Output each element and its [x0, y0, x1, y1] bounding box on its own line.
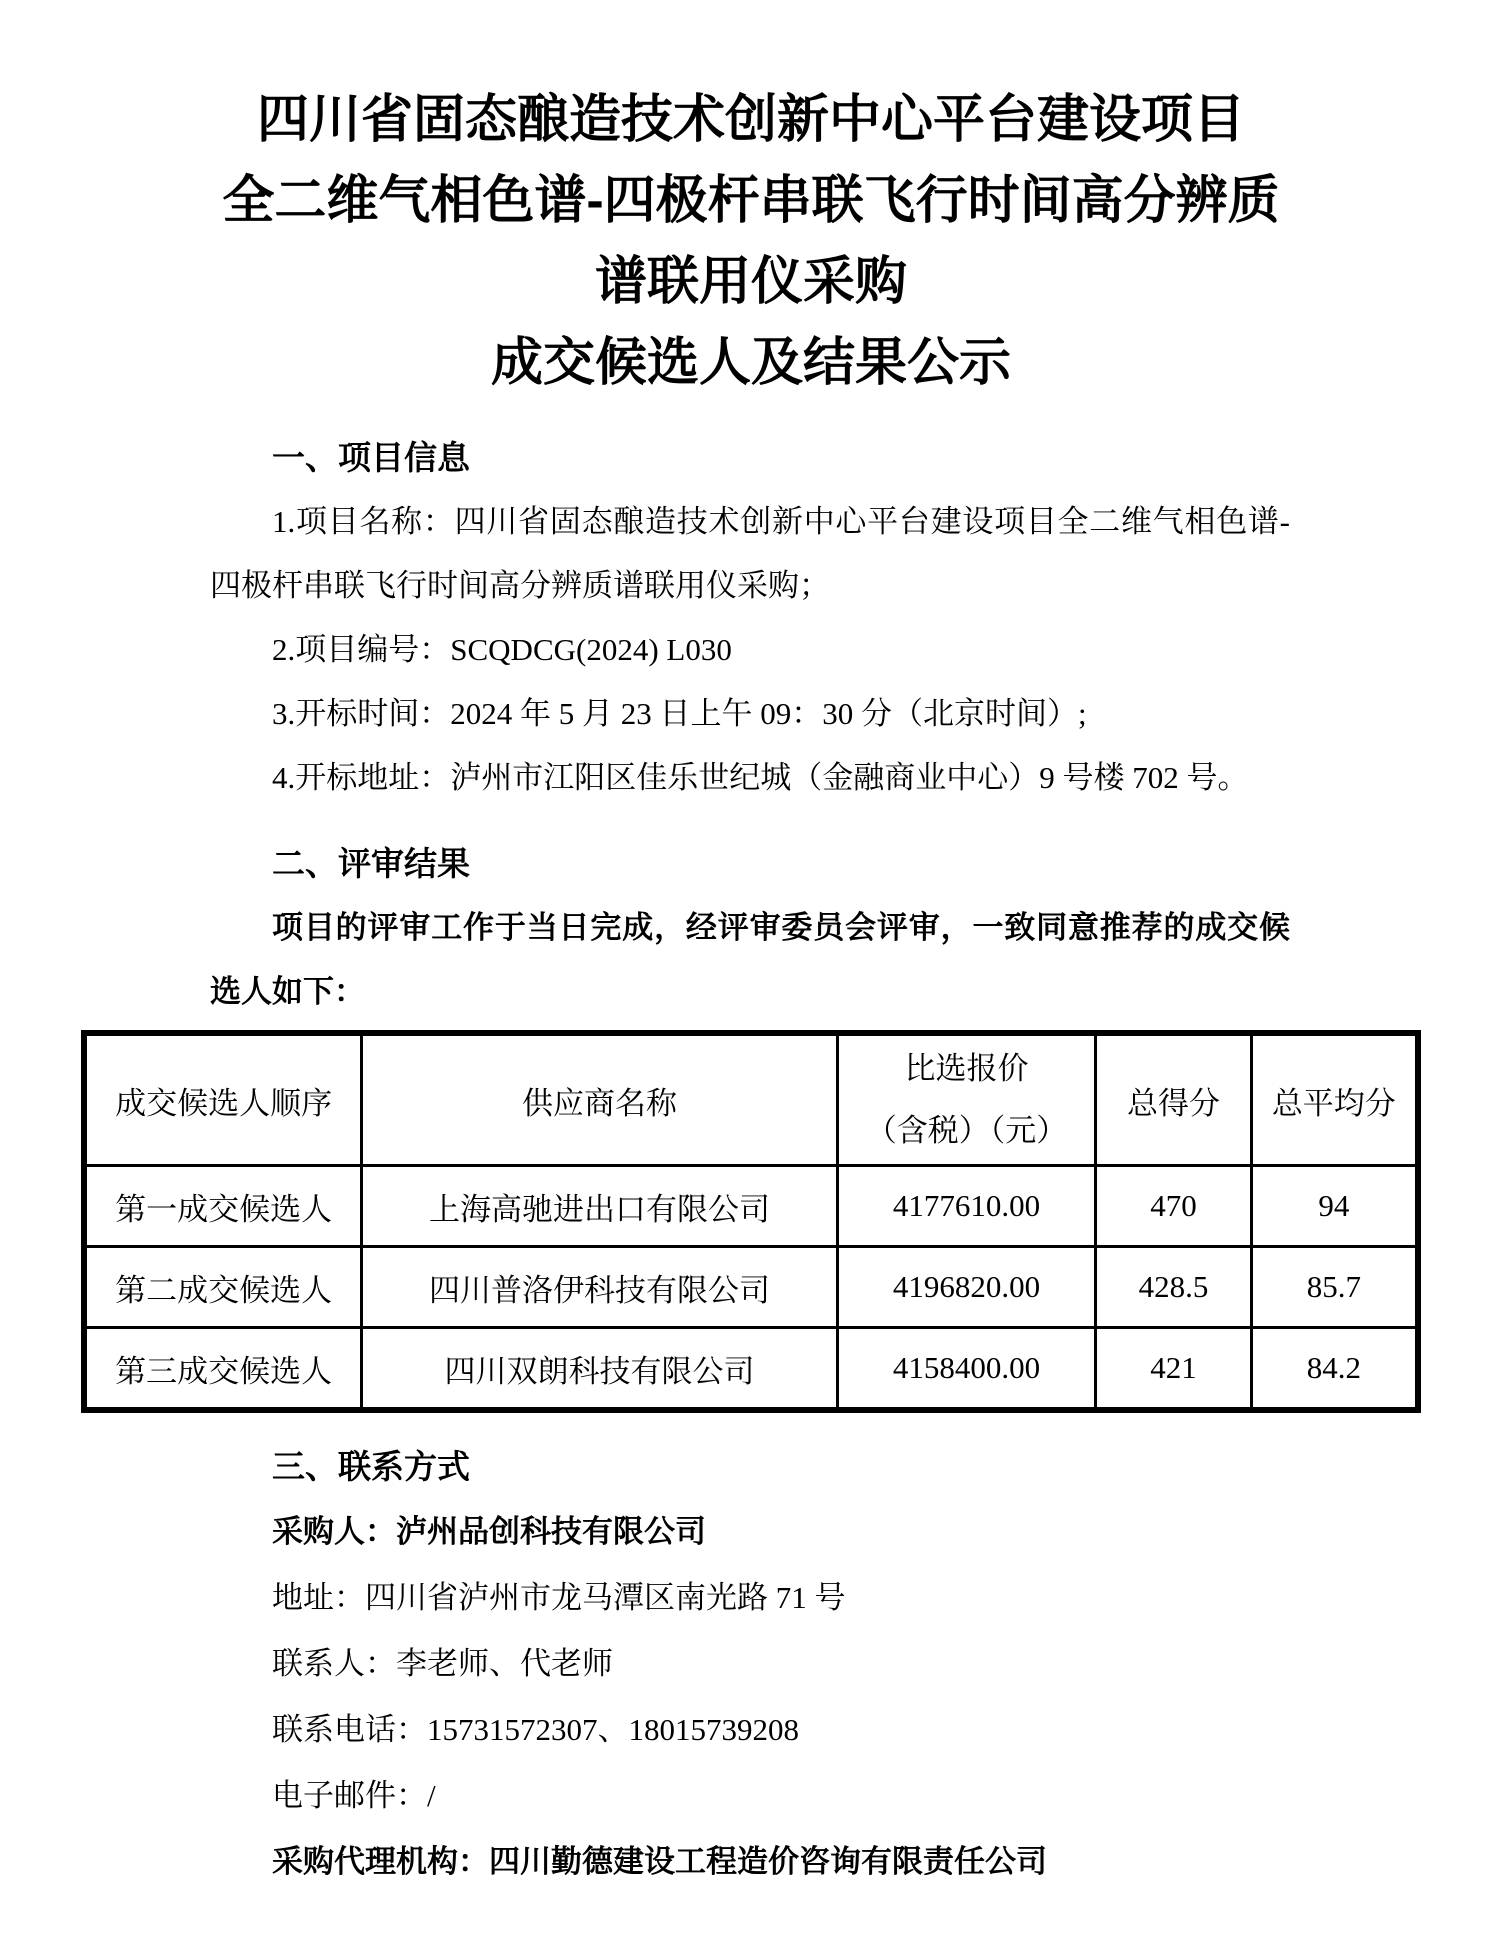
- cell-total-score: 421: [1096, 1328, 1251, 1411]
- document-title: [121, 80, 1381, 404]
- purchaser-line: 采购人：泸州品创科技有限公司: [272, 1514, 706, 1549]
- table-row: [84, 1166, 1418, 1247]
- bid-opening-time-item: 3.开标时间：2024 年 5 月 23 日上午 09：30 分（北京时间）;: [272, 696, 1087, 731]
- cell-total-score: 470: [1096, 1166, 1251, 1247]
- candidates-table-header: [84, 1033, 1418, 1166]
- section-heading-project-info: 一、项目信息: [272, 439, 470, 476]
- cell-supplier: 上海高驰进出口有限公司: [362, 1166, 837, 1247]
- cell-supplier: 四川双朗科技有限公司: [362, 1328, 837, 1411]
- table-header-row: [84, 1033, 1418, 1166]
- project-number-item: 2.项目编号：SCQDCG(2024) L030: [272, 632, 732, 667]
- cell-rank: 第二成交候选人: [84, 1247, 362, 1328]
- col-header-price: [837, 1033, 1096, 1166]
- cell-avg-score: 85.7: [1251, 1247, 1418, 1328]
- title-line-4: 成交候选人及结果公示: [490, 334, 1011, 392]
- col-header-total-score: 总得分: [1096, 1033, 1251, 1166]
- table-row: [84, 1328, 1418, 1411]
- cell-rank: 第三成交候选人: [84, 1328, 362, 1411]
- cell-price: 4177610.00: [837, 1166, 1096, 1247]
- cell-total-score: 428.5: [1096, 1247, 1251, 1328]
- address-line: 地址：四川省泸州市龙马潭区南光路 71 号: [272, 1580, 846, 1615]
- table-row: [84, 1247, 1418, 1328]
- title-line-1: 四川省固态酿造技术创新中心平台建设项目: [256, 91, 1245, 149]
- col-header-price-line1: 比选报价: [904, 1051, 1029, 1086]
- col-header-avg-score: 总平均分: [1251, 1033, 1418, 1166]
- cell-rank: 第一成交候选人: [84, 1166, 362, 1247]
- col-header-supplier: 供应商名称: [362, 1033, 837, 1166]
- col-header-price-line2: （含税）（元）: [865, 1113, 1068, 1148]
- project-name-item: 1.项目名称：四川省固态酿造技术创新中心平台建设项目全二维气相色谱-四极杆串联飞行时间高分辨质谱联用仪采购；: [210, 504, 1290, 603]
- section-heading-review-result: 二、评审结果: [272, 845, 470, 882]
- candidates-table: [81, 1030, 1421, 1413]
- cell-avg-score: 94: [1251, 1166, 1418, 1247]
- col-header-rank: 成交候选人顺序: [84, 1033, 362, 1166]
- bid-opening-address-item: 4.开标地址：泸州市江阳区佳乐世纪城（金融商业中心）9 号楼 702 号。: [272, 760, 1249, 795]
- cell-price: 4158400.00: [837, 1328, 1096, 1411]
- email-line: 电子邮件：/: [272, 1778, 436, 1813]
- contact-person-line: 联系人：李老师、代老师: [272, 1646, 613, 1681]
- cell-supplier: 四川普洛伊科技有限公司: [362, 1247, 837, 1328]
- title-line-3: 谱联用仪采购: [594, 253, 907, 311]
- section-heading-contact: 三、联系方式: [272, 1448, 470, 1485]
- phone-line: 联系电话：15731572307、18015739208: [272, 1712, 799, 1747]
- cell-price: 4196820.00: [837, 1247, 1096, 1328]
- agency-line: 采购代理机构：四川勤德建设工程造价咨询有限责任公司: [272, 1844, 1047, 1879]
- title-line-2: 全二维气相色谱-四极杆串联飞行时间高分辨质: [222, 172, 1280, 230]
- cell-avg-score: 84.2: [1251, 1328, 1418, 1411]
- review-result-paragraph: 项目的评审工作于当日完成，经评审委员会评审，一致同意推荐的成交候选人如下：: [210, 910, 1290, 1009]
